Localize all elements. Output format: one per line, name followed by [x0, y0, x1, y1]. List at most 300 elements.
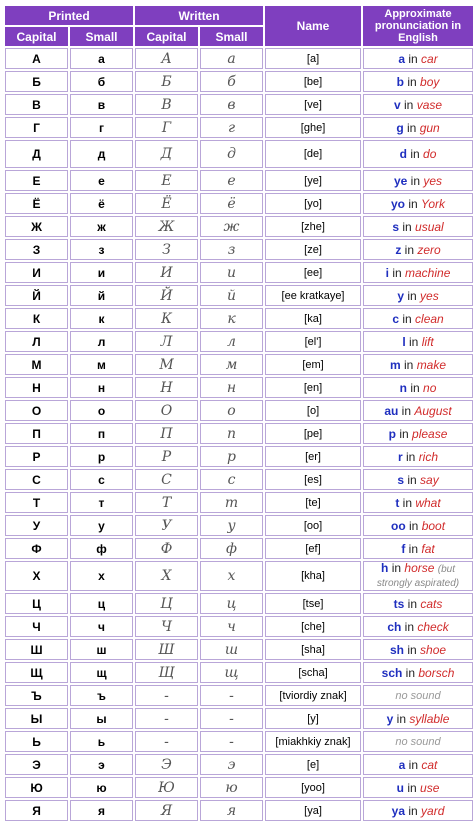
connector: in	[407, 780, 417, 795]
example-word: cat	[421, 757, 438, 772]
example-word: use	[420, 780, 440, 795]
header-written: Written	[135, 6, 263, 25]
letter-name-cell: [de]	[265, 140, 361, 168]
example-word: do	[423, 147, 437, 161]
printed-capital-cell: Ч	[5, 616, 68, 637]
printed-small-cell: у	[70, 515, 133, 536]
written-capital-cell: Н	[135, 377, 198, 398]
connector: in	[391, 561, 402, 575]
printed-capital-cell: Ё	[5, 193, 68, 214]
written-capital-cell: А	[135, 48, 198, 69]
printed-capital-cell: Д	[5, 140, 68, 168]
connector: in	[408, 541, 419, 556]
printed-capital-cell: Ы	[5, 708, 68, 729]
pronunciation-cell	[363, 662, 473, 683]
printed-capital-cell: М	[5, 354, 68, 375]
example-word: August	[414, 403, 452, 418]
sound: a	[398, 757, 406, 772]
printed-capital-cell: Щ	[5, 662, 68, 683]
printed-small-cell: д	[70, 140, 133, 168]
letter-name-cell: [che]	[265, 616, 361, 637]
written-capital-cell: Г	[135, 117, 198, 138]
pronunciation-cell	[363, 94, 473, 115]
written-capital-cell: Э	[135, 754, 198, 775]
pronunciation-cell	[363, 708, 473, 729]
letter-name-cell: [ef]	[265, 538, 361, 559]
letter-name-cell: [ye]	[265, 170, 361, 191]
alphabet-rows	[5, 48, 473, 821]
printed-capital-cell: Р	[5, 446, 68, 467]
printed-small-cell: ч	[70, 616, 133, 637]
letter-name-cell: [ze]	[265, 239, 361, 260]
table-row	[5, 492, 473, 513]
written-small-cell: в	[200, 94, 263, 115]
pronunciation-note: (but strongly aspirated)	[376, 564, 460, 589]
header-printed: Printed	[5, 6, 133, 25]
table-row	[5, 400, 473, 421]
written-small-cell: м	[200, 354, 263, 375]
header-written-capital: Capital	[135, 27, 198, 46]
written-small-cell: т	[200, 492, 263, 513]
table-row	[5, 446, 473, 467]
pronunciation-cell	[363, 400, 473, 421]
table-row	[5, 308, 473, 329]
sound: au	[384, 403, 399, 418]
printed-small-cell: а	[70, 48, 133, 69]
letter-name-cell: [en]	[265, 377, 361, 398]
written-capital-cell: Б	[135, 71, 198, 92]
written-small-cell: ё	[200, 193, 263, 214]
printed-capital-cell: Ь	[5, 731, 68, 752]
printed-small-cell: ш	[70, 639, 133, 660]
written-small-cell: к	[200, 308, 263, 329]
pronunciation-cell	[363, 239, 473, 260]
header-name: Name	[265, 6, 361, 46]
connector: in	[401, 403, 412, 418]
table-row	[5, 662, 473, 683]
example-word: rich	[418, 449, 439, 464]
written-capital-cell: С	[135, 469, 198, 490]
sound: m	[389, 357, 401, 372]
written-capital-cell: В	[135, 94, 198, 115]
table-row	[5, 377, 473, 398]
letter-name-cell: [zhe]	[265, 216, 361, 237]
printed-capital-cell: У	[5, 515, 68, 536]
no-sound-label: no sound	[395, 736, 441, 748]
written-small-cell: и	[200, 262, 263, 283]
example-word: boot	[421, 518, 446, 533]
table-row	[5, 262, 473, 283]
table-row	[5, 616, 473, 637]
written-small-cell: е	[200, 170, 263, 191]
letter-name-cell: [tviordiy znak]	[265, 685, 361, 706]
printed-small-cell: я	[70, 800, 133, 821]
printed-capital-cell: П	[5, 423, 68, 444]
letter-name-cell: [yo]	[265, 193, 361, 214]
printed-capital-cell: Н	[5, 377, 68, 398]
pronunciation-cell	[363, 331, 473, 352]
letter-name-cell: [te]	[265, 492, 361, 513]
printed-small-cell: т	[70, 492, 133, 513]
letter-name-cell: [pe]	[265, 423, 361, 444]
written-small-cell: г	[200, 117, 263, 138]
sound: s	[397, 472, 404, 487]
table-row	[5, 140, 473, 168]
pronunciation-cell	[363, 48, 473, 69]
pronunciation-cell	[363, 593, 473, 614]
written-small-cell: ч	[200, 616, 263, 637]
pronunciation-cell	[363, 777, 473, 798]
table-row	[5, 800, 473, 821]
printed-capital-cell: Ю	[5, 777, 68, 798]
header-printed-small: Small	[70, 27, 133, 46]
written-capital-cell: Ж	[135, 216, 198, 237]
connector: in	[407, 74, 417, 89]
printed-small-cell: ф	[70, 538, 133, 559]
written-capital-cell: Р	[135, 446, 198, 467]
printed-small-cell: в	[70, 94, 133, 115]
table-row	[5, 48, 473, 69]
connector: in	[408, 803, 418, 818]
connector: in	[409, 518, 419, 533]
written-capital-cell: -	[135, 685, 198, 706]
printed-small-cell: с	[70, 469, 133, 490]
written-capital-cell: Й	[135, 285, 198, 306]
connector: in	[408, 51, 418, 66]
written-capital-cell: -	[135, 731, 198, 752]
sound: y	[397, 288, 404, 303]
connector: in	[407, 288, 417, 303]
sound: d	[399, 147, 407, 161]
connector: in	[404, 97, 414, 112]
example-word: yes	[423, 173, 443, 188]
printed-small-cell: р	[70, 446, 133, 467]
header-printed-capital: Capital	[5, 27, 68, 46]
printed-capital-cell: К	[5, 308, 68, 329]
pronunciation-cell	[363, 446, 473, 467]
pronunciation-cell	[363, 515, 473, 536]
printed-capital-cell: Х	[5, 561, 68, 591]
table-row	[5, 469, 473, 490]
written-small-cell: д	[200, 140, 263, 168]
header-pronunciation-text: Approximate pronunciation in English	[374, 8, 462, 44]
connector: in	[407, 472, 417, 487]
example-word: lift	[421, 334, 434, 349]
printed-small-cell: ь	[70, 731, 133, 752]
written-capital-cell: К	[135, 308, 198, 329]
printed-small-cell: й	[70, 285, 133, 306]
table-row	[5, 423, 473, 444]
printed-small-cell: к	[70, 308, 133, 329]
printed-small-cell: ъ	[70, 685, 133, 706]
printed-capital-cell: Ф	[5, 538, 68, 559]
connector: in	[410, 173, 421, 188]
printed-small-cell: ю	[70, 777, 133, 798]
pronunciation-cell	[363, 140, 473, 168]
written-capital-cell: П	[135, 423, 198, 444]
printed-capital-cell: Ж	[5, 216, 68, 237]
printed-capital-cell: С	[5, 469, 68, 490]
pronunciation-cell	[363, 423, 473, 444]
sound: ts	[393, 596, 405, 611]
written-small-cell: х	[200, 561, 263, 591]
example-word: yes	[420, 288, 439, 303]
example-word: zero	[417, 242, 441, 257]
printed-small-cell: л	[70, 331, 133, 352]
connector: in	[402, 311, 412, 326]
printed-capital-cell: Ъ	[5, 685, 68, 706]
example-word: please	[412, 426, 448, 441]
written-small-cell: щ	[200, 662, 263, 683]
printed-capital-cell: А	[5, 48, 68, 69]
connector: in	[407, 596, 418, 611]
printed-small-cell: э	[70, 754, 133, 775]
table-row	[5, 94, 473, 115]
connector: in	[405, 665, 416, 680]
written-capital-cell: Л	[135, 331, 198, 352]
pronunciation-cell	[363, 71, 473, 92]
table-row	[5, 285, 473, 306]
no-sound-label: no sound	[395, 690, 441, 702]
written-small-cell: о	[200, 400, 263, 421]
printed-small-cell: м	[70, 354, 133, 375]
table-row	[5, 561, 473, 591]
letter-name-cell: [ee kratkaye]	[265, 285, 361, 306]
letter-name-cell: [sha]	[265, 639, 361, 660]
connector: in	[410, 380, 420, 395]
table-row	[5, 193, 473, 214]
example-word: horse	[404, 561, 435, 575]
printed-capital-cell: И	[5, 262, 68, 283]
sound: oo	[390, 518, 406, 533]
sound: g	[396, 120, 404, 135]
example-word: gun	[419, 120, 440, 135]
written-capital-cell: М	[135, 354, 198, 375]
written-capital-cell: Е	[135, 170, 198, 191]
pronunciation-cell	[363, 639, 473, 660]
table-row	[5, 639, 473, 660]
sound: sch	[381, 665, 403, 680]
printed-capital-cell: В	[5, 94, 68, 115]
table-row	[5, 71, 473, 92]
sound: r	[397, 449, 403, 464]
example-word: check	[417, 619, 449, 634]
connector: in	[402, 495, 412, 510]
written-small-cell: а	[200, 48, 263, 69]
sound: ch	[387, 619, 402, 634]
table-row	[5, 331, 473, 352]
pronunciation-cell	[363, 538, 473, 559]
connector: in	[404, 619, 415, 634]
example-word: car	[421, 51, 438, 66]
sound: i	[385, 265, 389, 280]
letter-name-cell: [ve]	[265, 94, 361, 115]
table-row	[5, 777, 473, 798]
sound: ye	[393, 173, 408, 188]
table-row	[5, 708, 473, 729]
sound: yo	[390, 196, 405, 211]
letter-name-cell: [scha]	[265, 662, 361, 683]
pronunciation-cell	[363, 685, 473, 706]
example-word: what	[415, 495, 441, 510]
printed-capital-cell: Л	[5, 331, 68, 352]
pronunciation-cell	[363, 216, 473, 237]
table-row	[5, 170, 473, 191]
written-capital-cell: Я	[135, 800, 198, 821]
table-row	[5, 593, 473, 614]
printed-capital-cell: Й	[5, 285, 68, 306]
connector: in	[408, 196, 418, 211]
sound: f	[401, 541, 406, 556]
written-small-cell: э	[200, 754, 263, 775]
sound: a	[398, 51, 405, 66]
written-small-cell: я	[200, 800, 263, 821]
pronunciation-cell	[363, 354, 473, 375]
printed-capital-cell: Ш	[5, 639, 68, 660]
written-small-cell: ш	[200, 639, 263, 660]
connector: in	[392, 265, 402, 280]
connector: in	[404, 357, 414, 372]
letter-name-cell: [oo]	[265, 515, 361, 536]
letter-name-cell: [a]	[265, 48, 361, 69]
letter-name-cell: [be]	[265, 71, 361, 92]
written-capital-cell: -	[135, 708, 198, 729]
letter-name-cell: [es]	[265, 469, 361, 490]
sound: y	[386, 711, 394, 726]
letter-name-cell: [ya]	[265, 800, 361, 821]
table-row	[5, 117, 473, 138]
table-row	[5, 239, 473, 260]
connector: in	[410, 147, 420, 161]
table-row	[5, 354, 473, 375]
sound: sh	[389, 642, 404, 657]
pronunciation-cell	[363, 285, 473, 306]
written-capital-cell: Ф	[135, 538, 198, 559]
printed-small-cell: щ	[70, 662, 133, 683]
printed-small-cell: ы	[70, 708, 133, 729]
written-capital-cell: Щ	[135, 662, 198, 683]
letter-name-cell: [yoo]	[265, 777, 361, 798]
written-capital-cell: Ю	[135, 777, 198, 798]
written-small-cell: р	[200, 446, 263, 467]
sound: p	[388, 426, 396, 441]
written-small-cell: ю	[200, 777, 263, 798]
written-small-cell: -	[200, 685, 263, 706]
printed-capital-cell: З	[5, 239, 68, 260]
sound: l	[402, 334, 406, 349]
written-capital-cell: Х	[135, 561, 198, 591]
printed-capital-cell: Я	[5, 800, 68, 821]
written-capital-cell: Д	[135, 140, 198, 168]
written-small-cell: б	[200, 71, 263, 92]
printed-small-cell: ё	[70, 193, 133, 214]
example-word: boy	[420, 74, 440, 89]
printed-small-cell: х	[70, 561, 133, 591]
written-small-cell: ц	[200, 593, 263, 614]
written-small-cell: ж	[200, 216, 263, 237]
sound: v	[393, 97, 401, 112]
pronunciation-cell	[363, 117, 473, 138]
written-small-cell: у	[200, 515, 263, 536]
printed-capital-cell: Э	[5, 754, 68, 775]
written-small-cell: с	[200, 469, 263, 490]
written-small-cell: й	[200, 285, 263, 306]
written-capital-cell: И	[135, 262, 198, 283]
pronunciation-cell	[363, 561, 473, 591]
letter-name-cell: [em]	[265, 354, 361, 375]
sound: ya	[391, 803, 405, 818]
sound: u	[396, 780, 404, 795]
connector: in	[409, 334, 419, 349]
printed-small-cell: г	[70, 117, 133, 138]
sound: c	[392, 311, 399, 326]
sound: b	[396, 74, 404, 89]
written-small-cell: -	[200, 731, 263, 752]
example-word: yard	[421, 803, 445, 818]
letter-name-cell: [ee]	[265, 262, 361, 283]
example-word: vase	[416, 97, 443, 112]
written-small-cell: з	[200, 239, 263, 260]
russian-alphabet-table	[3, 4, 474, 823]
example-word: make	[416, 357, 447, 372]
alphabet-table-container	[3, 4, 471, 823]
example-word: machine	[405, 265, 451, 280]
printed-capital-cell: Б	[5, 71, 68, 92]
written-capital-cell: Т	[135, 492, 198, 513]
table-row	[5, 731, 473, 752]
letter-name-cell: [ka]	[265, 308, 361, 329]
sound: n	[399, 380, 407, 395]
sound: s	[392, 219, 399, 234]
header-written-small: Small	[200, 27, 263, 46]
printed-small-cell: ж	[70, 216, 133, 237]
printed-small-cell: з	[70, 239, 133, 260]
printed-small-cell: б	[70, 71, 133, 92]
letter-name-cell: [ghe]	[265, 117, 361, 138]
written-capital-cell: Ц	[135, 593, 198, 614]
letter-name-cell: [o]	[265, 400, 361, 421]
example-word: say	[420, 472, 439, 487]
written-capital-cell: У	[135, 515, 198, 536]
printed-capital-cell: Т	[5, 492, 68, 513]
pronunciation-cell	[363, 469, 473, 490]
printed-small-cell: и	[70, 262, 133, 283]
example-word: no	[423, 380, 437, 395]
table-row	[5, 515, 473, 536]
pronunciation-cell	[363, 193, 473, 214]
connector: in	[407, 642, 417, 657]
pronunciation-cell	[363, 754, 473, 775]
written-capital-cell: Ч	[135, 616, 198, 637]
written-capital-cell: О	[135, 400, 198, 421]
table-row	[5, 216, 473, 237]
pronunciation-cell	[363, 492, 473, 513]
letter-name-cell: [kha]	[265, 561, 361, 591]
printed-small-cell: о	[70, 400, 133, 421]
pronunciation-cell	[363, 308, 473, 329]
connector: in	[404, 242, 415, 257]
pronunciation-cell	[363, 377, 473, 398]
printed-small-cell: е	[70, 170, 133, 191]
example-word: syllable	[409, 711, 450, 726]
example-word: cats	[420, 596, 443, 611]
example-word: usual	[415, 219, 444, 234]
connector: in	[402, 219, 412, 234]
table-row	[5, 685, 473, 706]
pronunciation-cell	[363, 170, 473, 191]
example-word: York	[421, 196, 446, 211]
printed-capital-cell: О	[5, 400, 68, 421]
